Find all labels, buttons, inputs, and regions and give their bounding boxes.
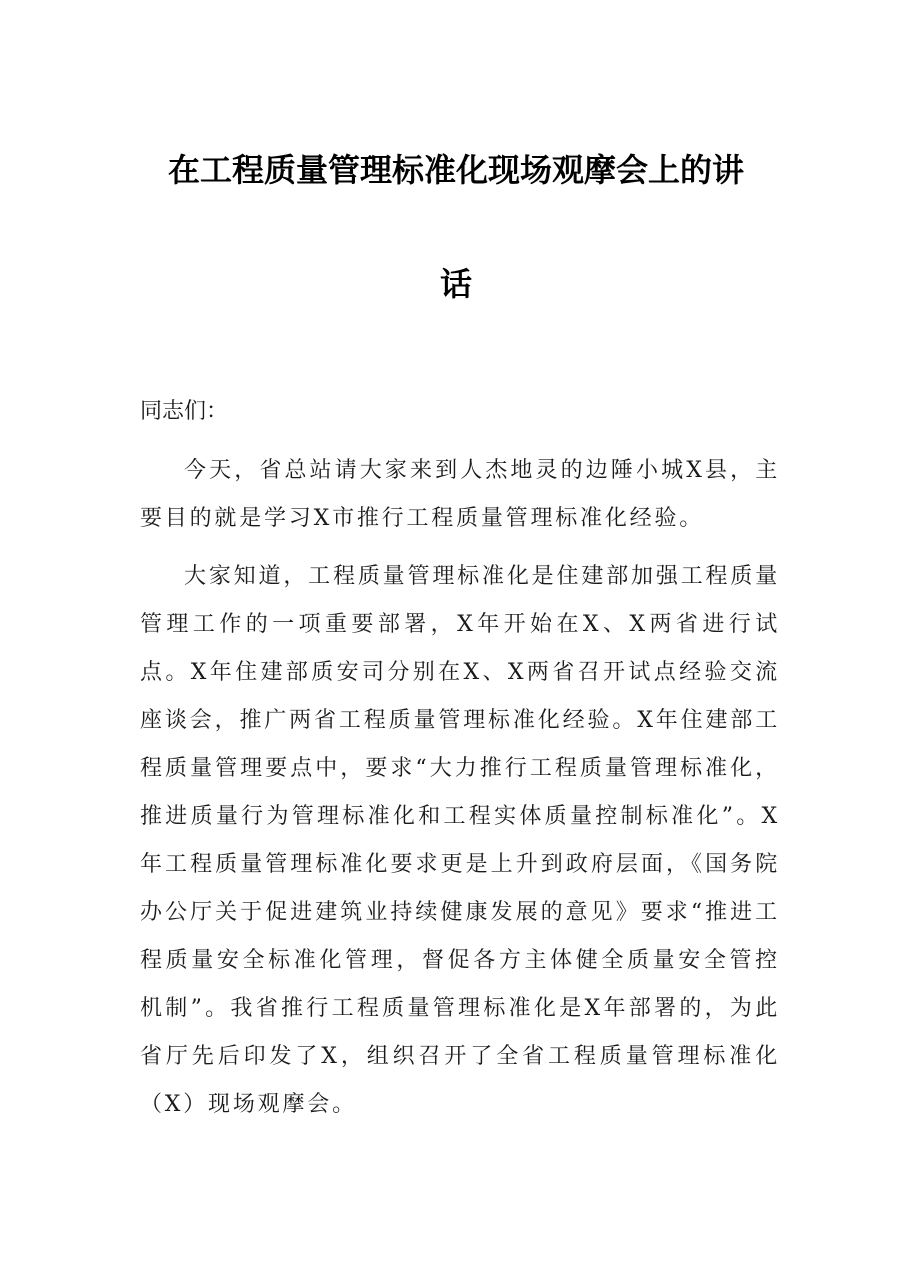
document-title-line-2: 话 xyxy=(439,265,472,303)
document-title-line-1: 在工程质量管理标准化现场观摩会上的讲 xyxy=(167,151,744,189)
paragraph-1: 今天，省总站请大家来到人杰地灵的边陲小城X县，主要目的就是学习X市推行工程质量管理标准化经验。 xyxy=(140,458,780,531)
paragraph-2: 大家知道，工程质量管理标准化是住建部加强工程质量管理工作的一项重要部署，X年开始在X、X两省进行试点。X年住建部质安司分别在X、X两省召开试点经验交流座谈会，推广两省工程质量管理标准化经验。X年住建部工程质量管理要点中，要求“大力推行工程质量管理标准化，推进质量行为管理标准化和工程实体质量控制标准化”。X年工程质量管理标准化要求更是上升到政府层面，《国务院办公厅关于促进建筑业持续健康发展的意见》要求“推进工程质量安全标准化管理，督促各方主体健全质量安全管控机制”。我省推行工程质量管理标准化是X年部署的，为此省厅先后印发了X，组织召开了全省工程质量管理标准化（X）现场观摩会。 xyxy=(140,564,780,1117)
salutation: 同志们： xyxy=(140,399,229,424)
